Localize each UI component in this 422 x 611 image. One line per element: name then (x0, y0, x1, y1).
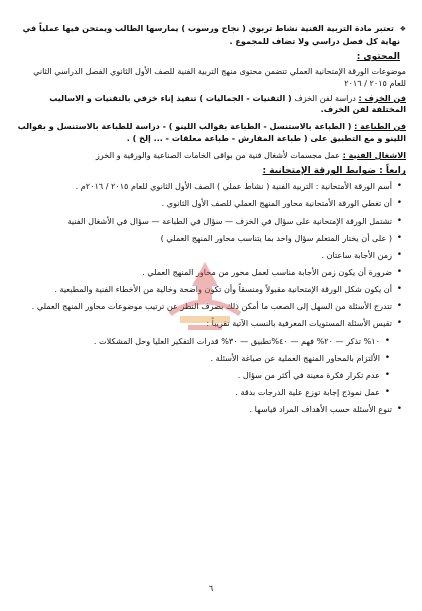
rule-item: • زمن الأجابة ساعتان . (14, 249, 392, 261)
content-item-label: فن الطباعة : (354, 121, 406, 132)
content-item-ceramics (14, 93, 406, 116)
intro-line-2: نهاية كل فصل دراسي ولا تضاف للمجموع . (229, 35, 400, 46)
rule-item: • تنوع الأسئلة حسب الأهداف المراد قياسها . (14, 403, 392, 415)
intro-paragraph (14, 22, 406, 47)
rules-heading: رابعاً : ضوابط الورقة الإمتحانية : (262, 166, 406, 177)
rule-item: • عمل نموذج إجابة توزع علية الدرجات بدقة . (14, 386, 392, 398)
rule-item: • تشتمل الورقة الإمتحانية على سؤال في الخزف — سؤال في الطباعة — سؤال في الأشغال الفنية (14, 215, 392, 227)
content-item-bold-text: ( الطباعة بالاستنسل - الطباعة بقوالب اللينو ) - دراسة للطباعة بالاستنسل و بقوالب اللينو و مع التطبيق على ( طباعة المفارش - طباعة معلقات - ... إلخ ) . (17, 121, 406, 143)
content-item-printing (14, 121, 406, 144)
rule-item: • ( على أن يختار المتعلم سؤال واحد بما يتناسب محاور المنهج العملي ) (14, 232, 392, 244)
content-item-label: فن الخزف : (358, 92, 406, 103)
page-number: ٦ (208, 584, 214, 593)
rule-item: • ١٠% تذكر — ٢٠% فهم — ٤٠%تطبيق — ٣٠% قدرات التفكير العليا وحل المشكلات . (14, 335, 392, 347)
rule-item: • الألتزام بالمحاور المنهج العملية عن صياغة الأسئلة . (14, 352, 392, 364)
rule-item: • عدم تكرار فكرة معينة في أكثر من سؤال . (14, 369, 392, 381)
content-item-text: عمل مجسمات لأشغال فنية من بواقى الخامات الصناعية والورقية و الخرز (95, 149, 340, 160)
content-item-crafts (14, 150, 406, 162)
rule-item: • أن يكون شكل الورقة الإمتحانية مقبولاً ومنسقاً وأن تكون واضحة وخالية من الأخطاء الفنية والمطبعية . (14, 283, 392, 295)
content-heading: المحتوى : (356, 52, 400, 63)
diamond-bullet-icon: ❖ (399, 25, 406, 33)
rule-item: • ضرورة أن يكون زمن الأجابة مناسب لعمل محور من محاور المنهج العملي . (14, 266, 392, 278)
rule-item: • أن تغطي الورقة الأمتحانية محاور المنهج العملي للصف الأول الثانوي . (14, 197, 392, 209)
rule-item: • أسم الورقة الأمتحانية : التربية الفنية ( نشاط عملي ) الصف الأول الثانوي للعام ٢٠١٥ / ٢٠١٦م . (14, 180, 392, 192)
rule-item: • تتدرج الأسئلة من السهل إلى الصعب ما أمكن ذلك بصرف النظر عن ترتيب موضوعات محاور المنهج العملي . (14, 300, 392, 312)
rule-item: • تقيس الأسئلة المستويات المعرفية بالنسب الآتية تقريباً : (14, 317, 392, 329)
intro-line-1: تعتبر مادة التربية الفنية نشاط تربوي ( نجاح ورسوب ) يمارسها الطالب ويمتحن فيها عملياً في (22, 23, 394, 33)
content-item-label: الاشغال الفنية : (342, 149, 406, 160)
watermark-logo-icon (150, 256, 260, 336)
content-item-bold-text: ( التقنيات - الجماليات ) تنفيذ إناء خزفي بالتقنيات و الاساليب المختلفة لفن الخزف. (49, 92, 406, 115)
content-item-text: دراسة لفن الخزف (294, 92, 356, 103)
content-description: موضوعات الورقة الإمتحانية العملي تتضمن محتوى منهج التربية الفنية للصف الأول الثانوي الفصل الدراسي الثاني للعام ٢٠١٥ / ٢٠١٦ (33, 66, 406, 88)
